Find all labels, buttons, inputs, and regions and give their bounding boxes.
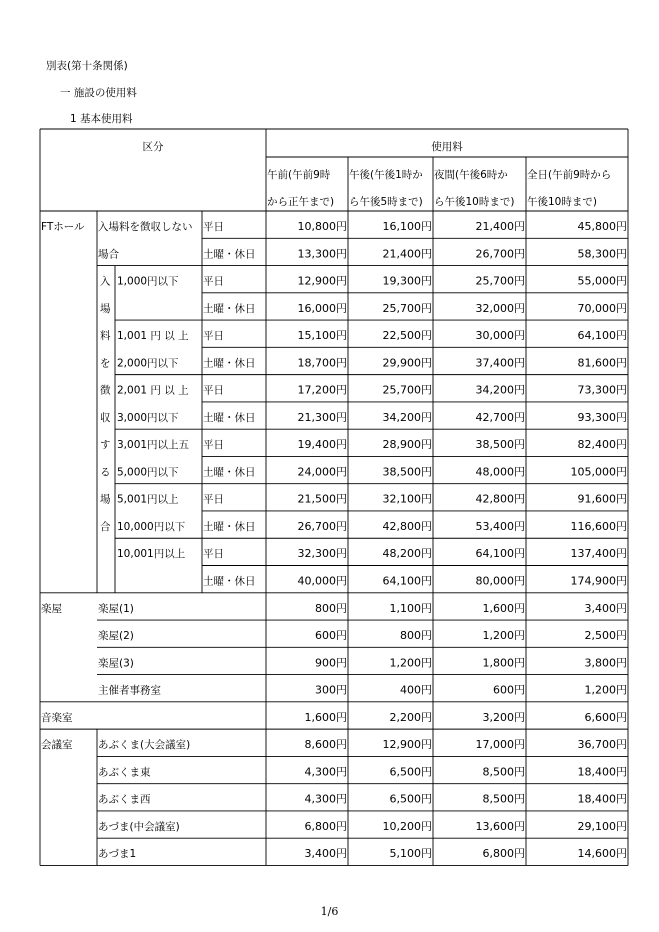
label-kaigi: 会議室 (41, 739, 73, 752)
fee-cell: 24,000円 (297, 465, 347, 479)
fee-cell: 25,700円 (382, 301, 432, 315)
fee-cell: 22,500円 (382, 329, 432, 343)
header-morning: 午前(午前9時 (267, 169, 331, 181)
label-weekday: 平日 (203, 275, 224, 288)
fee-cell: 1,200円 (389, 656, 432, 670)
label-with-admission-char: す (100, 439, 111, 452)
fee-cell: 55,000円 (577, 274, 627, 288)
fee-cell: 17,000円 (475, 738, 525, 752)
fee-cell: 600円 (315, 629, 347, 643)
fee-cell: 8,600円 (304, 738, 347, 752)
fee-cell: 1,200円 (482, 629, 525, 643)
fee-cell: 34,200円 (475, 383, 525, 397)
fee-cell: 48,000円 (475, 465, 525, 479)
label-tier: 10,000円以下 (117, 520, 186, 533)
fee-cell: 70,000円 (577, 301, 627, 315)
annex-title: 別表(第十条関係) (46, 60, 128, 72)
fee-cell: 80,000円 (475, 574, 525, 588)
fee-cell: 21,300円 (297, 410, 347, 424)
fee-cell: 2,200円 (389, 710, 432, 724)
fee-cell: 34,200円 (382, 410, 432, 424)
fee-cell: 6,600円 (584, 710, 627, 724)
fee-cell: 21,400円 (382, 247, 432, 261)
fee-cell: 53,400円 (475, 519, 525, 533)
fee-cell: 26,700円 (475, 247, 525, 261)
label-tier: 1,000円以下 (117, 275, 179, 288)
fee-cell: 6,500円 (389, 765, 432, 779)
label-weekday: 平日 (203, 548, 224, 561)
fee-cell: 4,300円 (304, 792, 347, 806)
fee-cell: 300円 (315, 683, 347, 697)
label-ft-hall: FTホール (41, 221, 85, 233)
fee-cell: 10,800円 (297, 220, 347, 233)
fee-cell: 137,400円 (570, 547, 627, 561)
fee-cell: 29,900円 (382, 356, 432, 370)
fee-cell: 3,800円 (584, 656, 627, 670)
fee-cell: 18,400円 (577, 765, 627, 779)
label-with-admission-char: る (100, 466, 111, 479)
fee-cell: 28,900円 (382, 438, 432, 452)
fee-cell: 5,100円 (389, 847, 432, 861)
fee-cell: 900円 (315, 656, 347, 670)
label-holiday: 土曜・休日 (203, 575, 256, 588)
fee-cell: 8,500円 (482, 765, 525, 779)
fee-cell: 6,500円 (389, 792, 432, 806)
label-with-admission-char: 場 (100, 493, 111, 506)
fee-cell: 38,500円 (475, 438, 525, 452)
fee-cell: 17,200円 (297, 383, 347, 397)
label-with-admission-char: 合 (100, 520, 111, 533)
fee-cell: 19,300円 (382, 274, 432, 288)
fee-cell: 42,800円 (475, 492, 525, 506)
header-afternoon: 午後(午後1時か (349, 169, 423, 181)
fee-cell: 4,300円 (304, 765, 347, 779)
label-with-admission-char: 場 (100, 302, 111, 315)
label-gakuya-item: 楽屋(1) (98, 602, 134, 615)
fee-cell: 40,000円 (297, 574, 347, 588)
label-tier: 5,001円以上 (117, 493, 179, 506)
fee-cell: 116,600円 (570, 519, 627, 533)
label-kaigi-item: あづま1 (98, 848, 137, 861)
section-title: 一 施設の使用料 (60, 87, 137, 99)
label-holiday: 土曜・休日 (203, 302, 256, 315)
label-with-admission-char: 料 (100, 330, 111, 343)
label-no-admission: 入場料を徴収しない (98, 221, 193, 233)
label-holiday: 土曜・休日 (203, 466, 256, 479)
fee-cell: 400円 (400, 683, 432, 697)
fee-cell: 25,700円 (382, 383, 432, 397)
label-no-admission: 場合 (98, 248, 119, 261)
page-number: 1/6 (320, 905, 339, 918)
label-holiday: 土曜・休日 (203, 411, 256, 424)
fee-cell: 6,800円 (482, 847, 525, 861)
label-gakuya-item: 主催者事務室 (98, 684, 161, 697)
fee-cell: 16,100円 (382, 220, 432, 233)
label-weekday: 平日 (203, 439, 224, 452)
fee-cell: 3,400円 (304, 847, 347, 861)
label-tier: 3,000円以下 (117, 411, 179, 424)
label-with-admission-char: を (100, 357, 111, 370)
label-weekday: 平日 (203, 221, 224, 233)
label-kaigi-item: あぶくま西 (98, 793, 151, 806)
fee-cell: 2,500円 (584, 629, 627, 643)
fee-cell: 64,100円 (577, 329, 627, 343)
header-afternoon: ら午後5時まで) (349, 196, 423, 208)
label-with-admission-char: 入 (100, 275, 111, 288)
fee-cell: 21,400円 (475, 220, 525, 233)
label-holiday: 土曜・休日 (203, 357, 256, 370)
fee-cell: 32,000円 (475, 301, 525, 315)
label-gakuya: 楽屋 (41, 602, 62, 615)
fee-cell: 8,500円 (482, 792, 525, 806)
fee-cell: 800円 (315, 601, 347, 615)
label-holiday: 土曜・休日 (203, 520, 256, 533)
fee-cell: 37,400円 (475, 356, 525, 370)
fee-cell: 1,200円 (584, 683, 627, 697)
label-with-admission-char: 徴 (100, 384, 111, 397)
fee-cell: 600円 (493, 683, 525, 697)
fee-cell: 32,100円 (382, 492, 432, 506)
label-weekday: 平日 (203, 384, 224, 397)
label-weekday: 平日 (203, 330, 224, 343)
fee-cell: 81,600円 (577, 356, 627, 370)
fee-cell: 18,400円 (577, 792, 627, 806)
fee-cell: 6,800円 (304, 819, 347, 833)
fee-cell: 800円 (400, 629, 432, 643)
header-allday: 午後10時まで) (527, 196, 597, 208)
header-allday: 全日(午前9時から (527, 169, 612, 181)
fee-cell: 25,700円 (475, 274, 525, 288)
fee-cell: 15,100円 (297, 329, 347, 343)
fee-cell: 42,800円 (382, 519, 432, 533)
header-fee: 使用料 (431, 141, 463, 153)
fee-cell: 12,900円 (382, 738, 432, 752)
fee-cell: 45,800円 (577, 220, 627, 233)
fee-cell: 64,100円 (475, 547, 525, 561)
fee-cell: 1,800円 (482, 656, 525, 670)
label-tier: 2,000円以下 (117, 357, 179, 370)
label-tier: 3,001円以上五 (117, 439, 190, 452)
fee-cell: 42,700円 (475, 410, 525, 424)
label-tier: 10,001円以上 (117, 548, 186, 561)
label-weekday: 平日 (203, 493, 224, 506)
label-gakuya-item: 楽屋(3) (98, 657, 134, 670)
header-night: 夜間(午後6時か (434, 169, 508, 181)
fee-cell: 3,200円 (482, 710, 525, 724)
fee-cell: 3,400円 (584, 601, 627, 615)
header-morning: から正午まで) (267, 196, 335, 208)
fee-cell: 12,900円 (297, 274, 347, 288)
fee-cell: 26,700円 (297, 519, 347, 533)
header-night: ら午後10時まで) (434, 196, 515, 208)
label-holiday: 土曜・休日 (203, 248, 256, 261)
fee-cell: 82,400円 (577, 438, 627, 452)
fee-cell: 105,000円 (570, 465, 627, 479)
label-kaigi-item: あぶくま(大会議室) (98, 739, 191, 752)
header-category: 区分 (142, 141, 164, 153)
label-gakuya-item: 楽屋(2) (98, 630, 134, 643)
fee-cell: 18,700円 (297, 356, 347, 370)
label-tier: 2,001 円 以 上 (117, 384, 189, 397)
fee-cell: 32,300円 (297, 547, 347, 561)
fee-cell: 14,600円 (577, 847, 627, 861)
label-tier: 5,000円以下 (117, 466, 179, 479)
fee-cell: 30,000円 (475, 329, 525, 343)
fee-cell: 19,400円 (297, 438, 347, 452)
fee-cell: 36,700円 (577, 738, 627, 752)
fee-cell: 10,200円 (382, 819, 432, 833)
fee-cell: 93,300円 (577, 410, 627, 424)
fee-cell: 91,600円 (577, 492, 627, 506)
fee-cell: 29,100円 (577, 819, 627, 833)
fee-cell: 13,600円 (475, 819, 525, 833)
label-ongaku: 音楽室 (41, 711, 73, 724)
fee-cell: 64,100円 (382, 574, 432, 588)
fee-cell: 1,600円 (304, 710, 347, 724)
label-tier: 1,001 円 以 上 (117, 330, 189, 343)
label-with-admission-char: 収 (100, 411, 111, 424)
label-kaigi-item: あづま(中会議室) (98, 820, 180, 833)
fee-cell: 1,600円 (482, 601, 525, 615)
fee-cell: 16,000円 (297, 301, 347, 315)
fee-cell: 13,300円 (297, 247, 347, 261)
fee-cell: 38,500円 (382, 465, 432, 479)
fee-cell: 73,300円 (577, 383, 627, 397)
fee-cell: 174,900円 (570, 574, 627, 588)
fee-cell: 58,300円 (577, 247, 627, 261)
fee-cell: 21,500円 (297, 492, 347, 506)
fee-cell: 1,100円 (389, 601, 432, 615)
subsection-title: 1 基本使用料 (70, 113, 133, 125)
label-kaigi-item: あぶくま東 (98, 766, 151, 779)
fee-cell: 48,200円 (382, 547, 432, 561)
